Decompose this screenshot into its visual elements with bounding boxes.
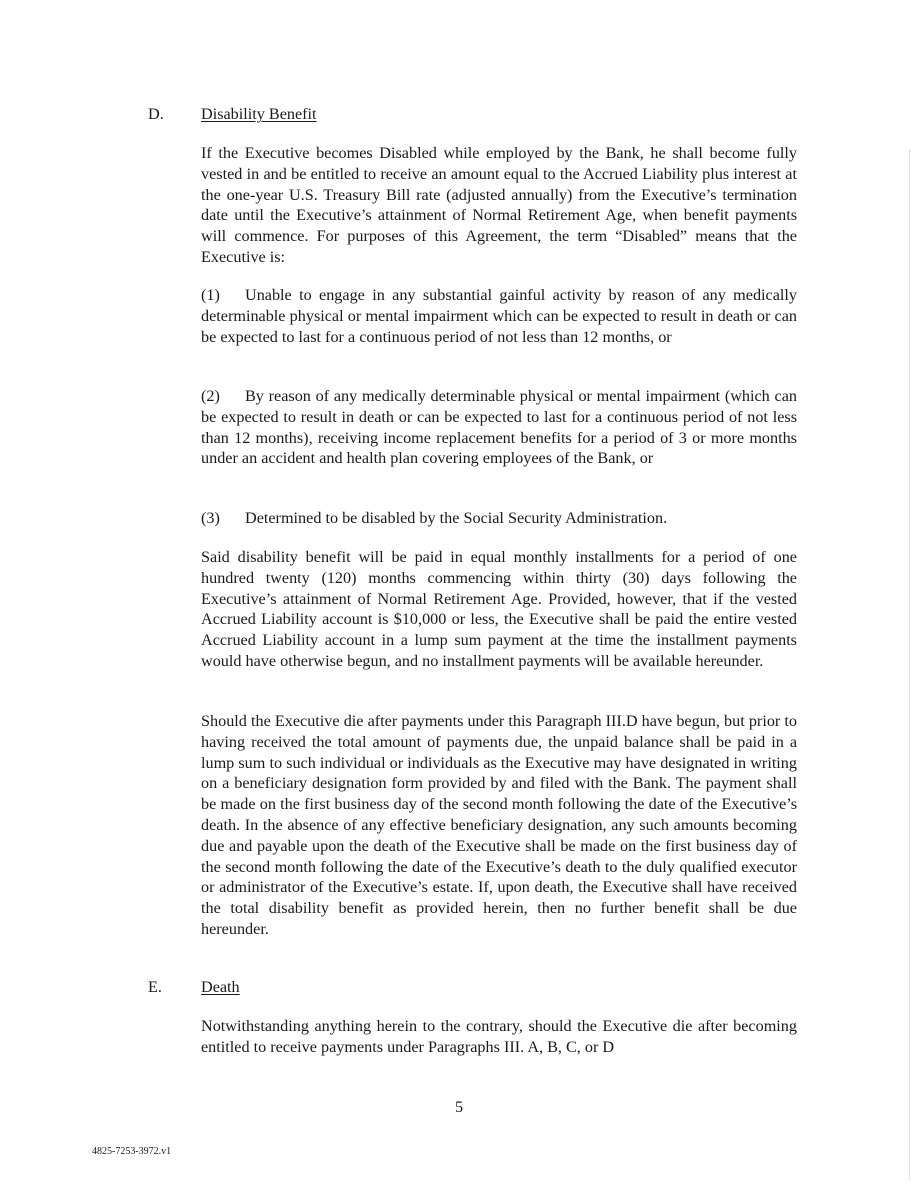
death-after-payments-paragraph: Should the Executive die after payments under this Paragraph III.D have begun, but prior to having received the total amount of payments due, the unpaid balance shall be paid in a lump sum to such individual or individuals as the Executive may have designated in writing on a beneficiary designation form provided by and filed with the Bank. The payment shall be made on the first business day of the second month following the date of the Executive’s death. In the absence of any effective beneficiary designation, any such amounts becoming due and payable upon the death of the Executive shall be made on the first business day of the second month following the date of the Executive’s death to the duly qualified executor or administrator of the Executive’s estate. If, upon death, the Executive shall have received the total disability benefit as provided herein, then no further benefit shall be due hereunder. [201, 712, 797, 938]
document-id: 4825-7253-3972.v1 [92, 1146, 172, 1157]
payment-terms-paragraph: Said disability benefit will be paid in equal monthly installments for a period of one hundred twenty (120) months commencing within thirty (30) days following the Executive’s attainment of Normal Retirement Age. Provided, however, that if the vested Accrued Liability account is $10,000 or less, the Executive shall be paid the entire vested Accrued Liability account in a lump sum payment at the time the installment payments would have otherwise begun, and no installment payments will be available hereunder. [201, 548, 797, 670]
item-3-number: (3) [201, 509, 220, 527]
section-d-intro-paragraph: If the Executive becomes Disabled while employed by the Bank, he shall become fully vested in and be entitled to receive an amount equal to the Accrued Liability plus interest at the one-year U.S. Treasury Bill rate (adjusted annually) from the Executive’s termination date until the Executive’s attainment of Normal Retirement Age, when benefit payments will commence. For purposes of this Agreement, the term “Disabled” means that the Executive is: [201, 144, 797, 266]
item-1-number: (1) [201, 286, 220, 304]
disability-item-2 [201, 386, 797, 469]
item-1-text: Unable to engage in any substantial gainful activity by reason of any medically determinable physical or mental impairment which can be expected to result in death or can be expected to last for a continuous period of not less than 12 months, or [201, 286, 797, 346]
disability-item-1 [201, 285, 797, 347]
section-e-paragraph: Notwithstanding anything herein to the contrary, should the Executive die after becoming entitled to receive payments under Paragraphs III. A, B, C, or D [201, 1017, 797, 1056]
section-d-letter: D. [148, 105, 164, 123]
item-3-text: Determined to be disabled by the Social Security Administration. [245, 509, 668, 527]
page-number: 5 [454, 1098, 464, 1116]
item-2-number: (2) [201, 387, 220, 405]
disability-item-3 [201, 508, 797, 529]
section-d-heading: Disability Benefit [201, 105, 317, 123]
scan-edge-line [909, 150, 911, 1180]
section-e-heading: Death [201, 978, 240, 996]
item-2-text: By reason of any medically determinable physical or mental impairment (which can be expected to result in death or can be expected to last for a continuous period of not less than 12 months), receiving income replacement benefits for a period of 3 or more months under an accident and health plan covering employees of the Bank, or [201, 387, 797, 468]
section-e-letter: E. [148, 978, 162, 996]
